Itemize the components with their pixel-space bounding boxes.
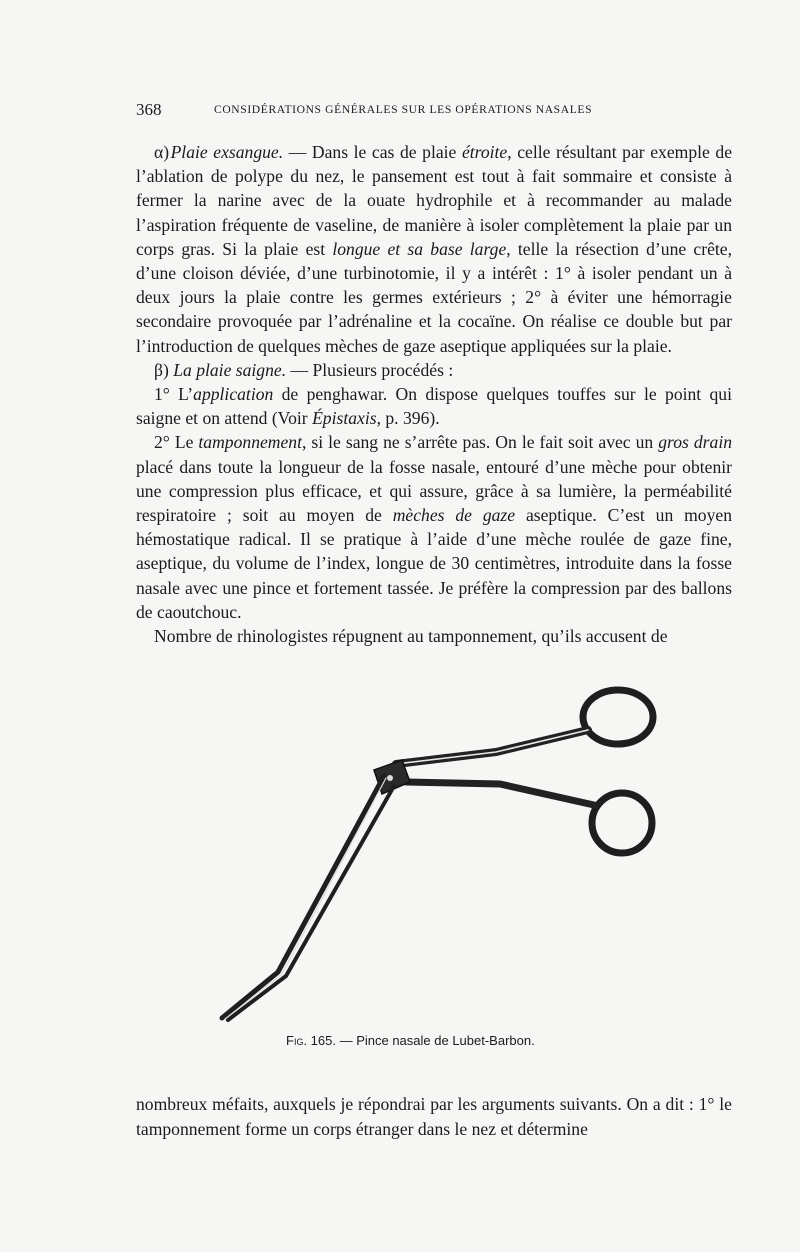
upper-finger-ring [583, 690, 653, 744]
text-run: 2° Le [154, 432, 199, 453]
text-run: Nombre de rhinologistes répugnent au tamponnement, qu’ils accusent de [154, 626, 668, 647]
maker-engraving: COLLIN [437, 758, 466, 773]
paragraph-tamponnement [136, 430, 732, 624]
text-run: , si le sang ne s’arrête pas. On le fait soit avec un [302, 432, 659, 453]
text-run: — Dans le cas de plaie [283, 142, 462, 162]
item-marker: β) [154, 359, 169, 380]
section-title: La plaie saigne. [173, 359, 287, 380]
continuation-text [136, 1092, 732, 1142]
forceps-shaft-lower [228, 786, 394, 1020]
emphasis: étroite [461, 142, 508, 162]
paragraph-plaie-exsangue [136, 140, 732, 358]
emphasis: tamponnement [198, 432, 302, 453]
text-run: placé dans toute la longueur de la fosse nasale, entouré d’une mèche pour obtenir une compression plus efficace, et qui assure, grâce à sa lumière, la perméabilité respiratoire ; soit au moyen de [136, 456, 732, 526]
running-title: CONSIDÉRATIONS GÉNÉRALES SUR LES OPÉRATIONS NASALES [214, 103, 593, 116]
figure-caption-text: — Pince nasale de Lubet-Barbon. [335, 1033, 535, 1048]
text-run: 1° L’ [154, 384, 194, 405]
text-run: aseptique. C’est un moyen hémostatique radical. Il se pratique à l’aide d’une mèche roulée de gaze fine, aseptique, du volume de l’index, longue de 30 centimètres, introduite dans la fosse nasale avec une pince et fortement tassée. Je préfère la compression par des ballons de caoutchouc. [136, 505, 732, 622]
section-title: Plaie exsangue. [170, 142, 284, 162]
forceps-shaft-upper [222, 776, 384, 1018]
paragraph-application [136, 382, 732, 430]
text-run: de penghawar. On dispose quelques touffes sur le point qui saigne et on attend (Voir [136, 384, 732, 429]
text-run: — Plusieurs procédés : [286, 359, 454, 380]
page-header [136, 100, 732, 122]
emphasis: mèches de gaze [392, 505, 516, 526]
text-run: , celle résultant par exemple de l’ablation de polype du nez, le pansement est tout à fait sommaire et consiste à fermer la narine avec de la ouate hydrophile et à recommander au malade l’aspiration fréquente de vaseline, de manière à isoler complètement la plaie par un corps gras. Si la plaie est [136, 142, 733, 259]
upper-handle [396, 730, 588, 764]
emphasis: longue et sa base large [332, 238, 507, 259]
forceps-illustration [200, 672, 680, 1032]
figure-caption [286, 1033, 535, 1048]
paragraph-plaie-saigne [136, 358, 732, 382]
emphasis: gros drain [658, 432, 732, 453]
paragraph-rhinologistes [136, 624, 732, 648]
emphasis: application [193, 384, 274, 405]
paragraph-continuation: nombreux méfaits, auxquels je répondrai par les arguments suivants. On a dit : 1° le tamponnement forme un corps étranger dans le nez et détermine [136, 1094, 732, 1139]
main-text [136, 140, 732, 648]
lower-finger-ring [592, 793, 652, 853]
emphasis: Épistaxis [312, 408, 377, 429]
text-run: , telle la résection d’une crête, d’une cloison déviée, d’une turbinotomie, il y a intérêt : 1° à isoler pendant un à deux jours la plaie contre les germes extérieurs ; 2° à éviter une hémorragie secondaire provoquée par l’adrénaline et la cocaïne. On réalise ce double but par l’introduction de quelques mèches de gaze aseptique appliquées sur la plaie. [136, 238, 732, 356]
figure-nasal-forceps [200, 672, 680, 1032]
figure-number: Fig. 165. [286, 1033, 336, 1048]
item-marker: α) [154, 142, 170, 162]
page-number: 368 [136, 100, 162, 119]
text-run: , p. 396). [376, 408, 440, 429]
lower-handle [406, 782, 594, 805]
